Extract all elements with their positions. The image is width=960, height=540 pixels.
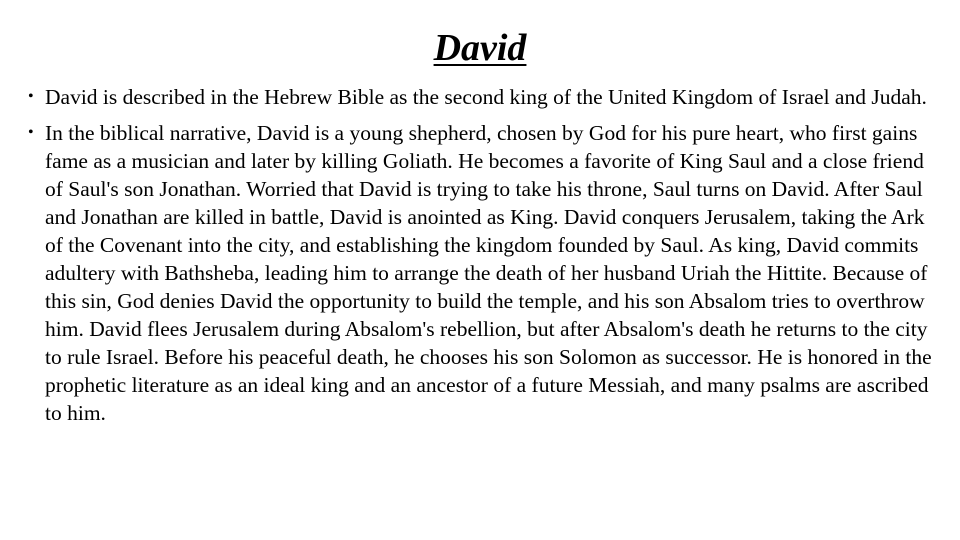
- bullet-item: [30, 119, 935, 427]
- bullet-text: In the biblical narrative, David is a young shepherd, chosen by God for his pure heart, who first gains fame as a musician and later by killing Goliath. He becomes a favorite of King Saul and a close friend of Saul's son Jonathan. Worried that David is trying to take his throne, Saul turns on David. After Saul and Jonathan are killed in battle, David is anointed as King. David conquers Jerusalem, taking the Ark of the Covenant into the city, and establishing the kingdom founded by Saul. As king, David commits adultery with Bathsheba, leading him to arrange the death of her husband Uriah the Hittite. Because of this sin, God denies David the opportunity to build the temple, and his son Absalom tries to overthrow him. David flees Jerusalem during Absalom's rebellion, but after Absalom's death he returns to the city to rule Israel. Before his peaceful death, he chooses his son Solomon as successor. He is honored in the prophetic literature as an ideal king and an ancestor of a future Messiah, and many psalms are ascribed to him.: [45, 121, 932, 425]
- bullet-item: [30, 83, 935, 111]
- bullet-text: David is described in the Hebrew Bible as the second king of the United Kingdom of Israel and Judah.: [45, 85, 927, 109]
- slide-title: David: [433, 27, 527, 69]
- bullet-list: [30, 83, 935, 435]
- bullet-marker: •: [28, 88, 34, 105]
- bullet-marker: •: [28, 124, 34, 141]
